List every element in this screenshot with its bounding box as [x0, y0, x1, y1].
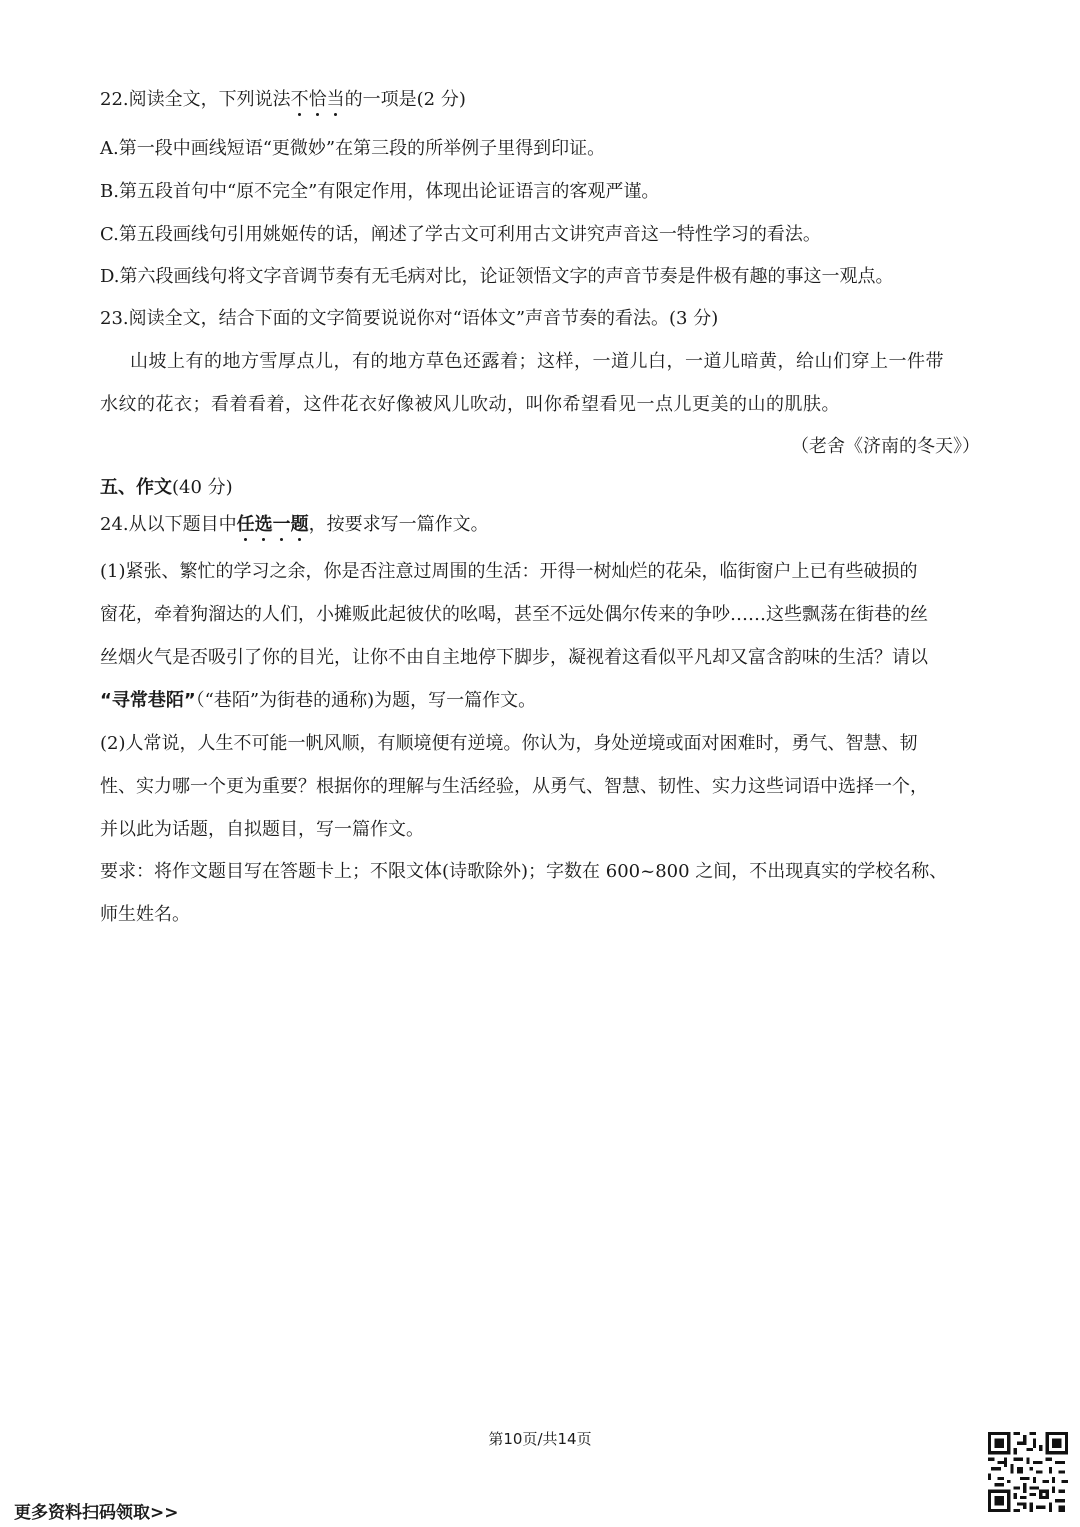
- section-heading: [100, 476, 233, 500]
- q24-stem-pre: 24.从以下题目中: [100, 514, 237, 535]
- q24-option1-line: 丝烟火气是否吸引了你的目光，让你不由自主地停下脚步，凝视着这看似平凡却又富含韵味的生活？请以: [100, 647, 928, 668]
- q22-stem-pre: 22.阅读全文，下列说法: [100, 89, 291, 110]
- emphasis-char: 选: [254, 514, 273, 535]
- more-resources-link[interactable]: 更多资料扫码领取>>: [14, 1503, 179, 1523]
- q24-stem-post: ，按要求写一篇作文。: [308, 514, 489, 535]
- emphasis-char: 一: [272, 514, 291, 535]
- q23-citation: （老舍《济南的冬天》）: [791, 436, 980, 457]
- q24-option1-rest: （“巷陌”为街巷的通称)为题，写一篇作文。: [195, 690, 537, 711]
- emphasis-char: 任: [236, 514, 255, 535]
- q24-option1-line: (1)紧张、繁忙的学习之余，你是否注意过周围的生活：开得一树灿烂的花朵，临街窗户上已有些破损的: [100, 561, 918, 582]
- qr-code-icon[interactable]: [988, 1432, 1068, 1512]
- q22-option-c: C.第五段画线句引用姚姬传的话，阐述了学古文可利用古文讲究声音这一特性学习的看法。: [100, 224, 821, 245]
- q24-requirements: 师生姓名。: [100, 904, 190, 925]
- q24-option1-line: 窗花，牵着狗溜达的人们，小摊贩此起彼伏的吆喝，甚至不远处偶尔传来的争吵……这些飘荡在街巷的丝: [100, 604, 928, 625]
- q23-passage-line: 山坡上有的地方雪厚点儿，有的地方草色还露着；这样，一道儿白，一道儿暗黄，给山们穿上一件带: [130, 351, 944, 372]
- q24-option2-line: 并以此为话题，自拟题目，写一篇作文。: [100, 819, 424, 840]
- q22-stem: [100, 88, 466, 112]
- page-indicator: 第10页/共14页: [488, 1430, 592, 1448]
- emphasis-char: 不: [290, 89, 309, 110]
- essay-title-1: “寻常巷陌”: [100, 690, 196, 711]
- q24-requirements: 要求：将作文题目写在答题卡上；不限文体(诗歌除外)；字数在 600~800 之间，不出现真实的学校名称、: [100, 861, 948, 882]
- q23-passage-line: 水纹的花衣；看着看着，这件花衣好像被风儿吹动，叫你希望看见一点儿更美的山的肌肤。: [100, 394, 840, 415]
- q24-option1-line: [100, 689, 536, 713]
- emphasis-char: 题: [290, 514, 309, 535]
- q23-stem: 23.阅读全文，结合下面的文字简要说说你对“语体文”声音节奏的看法。(3 分): [100, 308, 719, 329]
- section-title: 五、作文: [100, 477, 172, 498]
- section-points: (40 分): [172, 477, 233, 498]
- q24-stem: [100, 513, 489, 537]
- q22-option-d: D.第六段画线句将文字音调节奏有无毛病对比，论证领悟文字的声音节奏是件极有趣的事这一观点。: [100, 266, 894, 287]
- emphasis-char: 当: [326, 89, 345, 110]
- q22-option-a: A.第一段中画线短语“更微妙”在第三段的所举例子里得到印证。: [100, 138, 606, 159]
- q24-option2-line: (2)人常说，人生不可能一帆风顺，有顺境便有逆境。你认为，身处逆境或面对困难时，勇气、智慧、韧: [100, 733, 918, 754]
- emphasis-char: 恰: [308, 89, 327, 110]
- q22-stem-post: 的一项是(2 分): [344, 89, 466, 110]
- q22-option-b: B.第五段首句中“原不完全”有限定作用，体现出论证语言的客观严谨。: [100, 181, 660, 202]
- q24-option2-line: 性、实力哪一个更为重要？根据你的理解与生活经验，从勇气、智慧、韧性、实力这些词语中选择一个，: [100, 776, 928, 797]
